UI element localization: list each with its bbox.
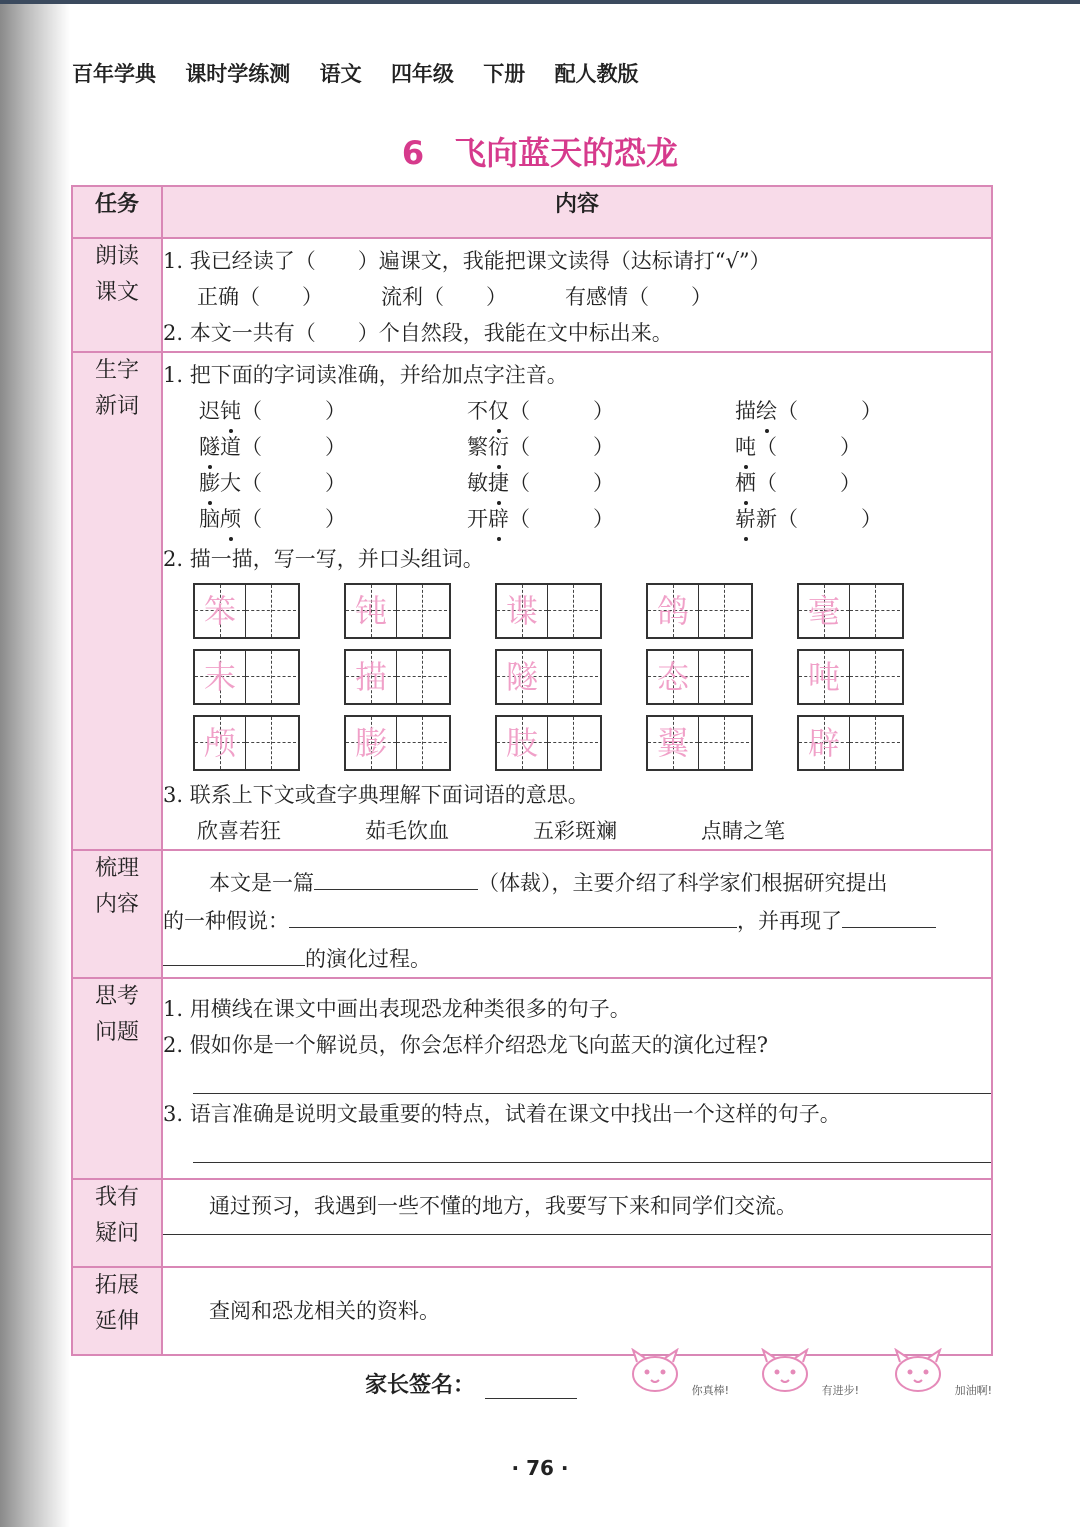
header-item: 课时学练测 <box>185 62 291 86</box>
header-task: 任务 <box>72 186 162 238</box>
dotted-char: 崭 <box>735 501 756 537</box>
write-cell[interactable] <box>849 585 900 637</box>
tracing-box[interactable] <box>193 583 300 639</box>
phrase: 欣喜若狂 <box>197 819 281 843</box>
row-sort <box>72 850 992 978</box>
task-label-line: 梳理 <box>94 856 139 881</box>
task-label-line: 我有 <box>94 1185 139 1210</box>
answer-line[interactable] <box>163 1224 991 1235</box>
tracing-box[interactable] <box>344 715 451 771</box>
write-cell[interactable] <box>698 717 749 769</box>
content-words <box>162 352 992 850</box>
phrase: 茹毛饮血 <box>365 819 449 843</box>
task-label-line: 朗读 <box>94 244 139 269</box>
answer-blank[interactable]: （ ） <box>509 507 614 531</box>
trace-char: 末 <box>203 658 236 696</box>
word-item <box>199 465 467 501</box>
tracing-box[interactable] <box>646 715 753 771</box>
header-item: 百年学典 <box>72 62 156 86</box>
write-cell[interactable] <box>849 717 900 769</box>
words-q3: 3. 联系上下文或查字典理解下面词语的意思。 <box>163 783 589 807</box>
think-q1: 1. 用横线在课文中画出表现恐龙种类很多的句子。 <box>163 997 631 1021</box>
word-item <box>199 393 467 429</box>
word-char: 开 <box>467 507 488 531</box>
hypothesis-blank[interactable] <box>289 901 737 928</box>
word-item <box>467 429 735 465</box>
dotted-char: 膨 <box>199 465 220 501</box>
trace-cell <box>346 585 396 637</box>
word-item <box>467 465 735 501</box>
sticker-progress <box>755 1348 859 1400</box>
sticker-label: 加油啊! <box>954 1384 992 1397</box>
lesson-name: 飞向蓝天的恐龙 <box>454 134 679 172</box>
task-label-read <box>72 238 162 352</box>
cat-icon <box>888 1348 948 1398</box>
answer-blank[interactable]: （ ） <box>509 471 614 495</box>
trace-cell <box>195 717 245 769</box>
answer-blank[interactable]: （ ） <box>509 399 614 423</box>
task-label-line: 内容 <box>94 892 139 917</box>
dotted-char: 隧 <box>199 429 220 465</box>
sort-text: （体裁），主要介绍了科学家们根据研究提出 <box>478 871 888 895</box>
write-cell[interactable] <box>245 651 296 703</box>
trace-char: 钝 <box>354 592 387 630</box>
word-char: 道 <box>220 435 241 459</box>
task-label-think <box>72 978 162 1179</box>
signature-label: 家长签名： <box>365 1373 476 1398</box>
write-cell[interactable] <box>547 717 598 769</box>
word-char: 脑 <box>199 507 220 531</box>
trace-char: 谍 <box>505 592 538 630</box>
word-char: 不 <box>467 399 488 423</box>
write-cell[interactable] <box>245 585 296 637</box>
content-sort <box>162 850 992 978</box>
trace-cell <box>799 651 849 703</box>
word-item <box>467 393 735 429</box>
row-extend <box>72 1267 992 1355</box>
write-cell[interactable] <box>396 651 447 703</box>
top-border <box>0 0 1080 4</box>
tracing-grid <box>163 577 991 777</box>
word-item <box>735 465 1003 501</box>
sort-line-1 <box>163 863 991 901</box>
write-cell[interactable] <box>547 585 598 637</box>
read-q2: 2. 本文一共有（ ）个自然段，我能在文中标出来。 <box>163 321 673 345</box>
trace-char: 辟 <box>807 724 840 762</box>
task-label-extend <box>72 1267 162 1355</box>
task-label-line: 思考 <box>94 984 139 1009</box>
write-cell[interactable] <box>849 651 900 703</box>
phrase-list <box>163 813 991 849</box>
table-header-row <box>72 186 992 238</box>
option-emotion[interactable]: 有感情（ ） <box>565 285 712 309</box>
dotted-char: 颅 <box>220 501 241 537</box>
dotted-char: 吨 <box>735 429 756 465</box>
trace-char: 翼 <box>656 724 689 762</box>
content-extend <box>162 1267 992 1355</box>
content-question <box>162 1179 992 1267</box>
header-item: 配人教版 <box>554 62 639 86</box>
cat-icon <box>625 1348 685 1398</box>
task-label-sort <box>72 850 162 978</box>
dotted-char: 辟 <box>488 501 509 537</box>
tracing-box[interactable] <box>344 649 451 705</box>
page-number: · 76 · <box>511 1456 569 1480</box>
write-cell[interactable] <box>698 585 749 637</box>
write-cell[interactable] <box>245 717 296 769</box>
write-cell[interactable] <box>396 585 447 637</box>
answer-blank[interactable]: （ ） <box>241 507 346 531</box>
word-char: 描 <box>735 399 756 423</box>
trace-cell <box>497 585 547 637</box>
answer-blank[interactable]: （ ） <box>777 399 882 423</box>
cat-icon <box>755 1348 815 1398</box>
sticker-great <box>625 1348 729 1400</box>
think-q3: 3. 语言准确是说明文最重要的特点，试着在课文中找出一个这样的句子。 <box>163 1102 841 1126</box>
header-content: 内容 <box>162 186 992 238</box>
dotted-char: 捷 <box>488 465 509 501</box>
task-label-question <box>72 1179 162 1267</box>
tracing-box[interactable] <box>495 583 602 639</box>
dotted-char: 仅 <box>488 393 509 429</box>
header-item: 四年级 <box>390 62 454 86</box>
tracing-box[interactable] <box>193 715 300 771</box>
row-think <box>72 978 992 1179</box>
sort-text: ，并再现了 <box>737 909 842 933</box>
extend-text: 查阅和恐龙相关的资料。 <box>209 1299 440 1323</box>
trace-char: 吨 <box>807 658 840 696</box>
answer-line[interactable] <box>193 1132 991 1163</box>
sticker-label: 你真棒! <box>691 1384 729 1397</box>
answer-blank[interactable]: （ ） <box>509 435 614 459</box>
word-item <box>467 501 735 537</box>
trace-cell <box>497 651 547 703</box>
answer-blank[interactable]: （ ） <box>241 399 346 423</box>
subject-blank-2[interactable] <box>163 939 305 966</box>
genre-blank[interactable] <box>314 863 478 890</box>
trace-cell <box>648 585 698 637</box>
trace-cell <box>346 651 396 703</box>
word-item <box>735 501 1003 537</box>
trace-char: 肢 <box>505 724 538 762</box>
tracing-box[interactable] <box>193 649 300 705</box>
trace-char: 态 <box>656 658 689 696</box>
tracing-box[interactable] <box>344 583 451 639</box>
trace-char: 隧 <box>505 658 538 696</box>
parent-signature <box>365 1368 577 1399</box>
row-read <box>72 238 992 352</box>
tracing-box[interactable] <box>495 715 602 771</box>
trace-cell <box>195 651 245 703</box>
phrase: 五彩斑斓 <box>533 819 617 843</box>
question-text: 通过预习，我遇到一些不懂的地方，我要写下来和同学们交流。 <box>209 1194 797 1218</box>
tracing-box[interactable] <box>495 649 602 705</box>
lesson-title <box>0 128 1080 174</box>
trace-cell <box>799 717 849 769</box>
task-label-line: 延伸 <box>94 1309 139 1334</box>
dotted-char: 衍 <box>488 429 509 465</box>
trace-cell <box>497 717 547 769</box>
write-cell[interactable] <box>698 651 749 703</box>
word-item <box>199 501 467 537</box>
word-item <box>735 429 1003 465</box>
sort-text: 的一种假说： <box>163 909 289 933</box>
dotted-char: 栖 <box>735 465 756 501</box>
row-question <box>72 1179 992 1267</box>
sort-text: 本文是一篇 <box>209 871 314 895</box>
pinyin-grid <box>163 393 991 537</box>
content-think <box>162 978 992 1179</box>
trace-cell <box>648 651 698 703</box>
sticker-cheer <box>888 1348 992 1400</box>
read-options <box>163 279 991 315</box>
tracing-box[interactable] <box>797 649 904 705</box>
trace-char: 膨 <box>354 724 387 762</box>
option-correct[interactable]: 正确（ ） <box>197 285 323 309</box>
task-table <box>71 185 993 1356</box>
header-item: 语文 <box>319 62 362 86</box>
dotted-char: 绘 <box>756 393 777 429</box>
word-item <box>199 429 467 465</box>
book-spine-shadow <box>0 0 70 1527</box>
sort-line-2 <box>163 901 991 939</box>
trace-char: 鸽 <box>656 592 689 630</box>
task-label-words <box>72 352 162 850</box>
sort-line-3 <box>163 939 991 977</box>
lesson-number: 6 <box>401 134 425 172</box>
trace-cell <box>346 717 396 769</box>
tracing-box[interactable] <box>646 583 753 639</box>
word-item <box>735 393 1003 429</box>
word-char: 繁 <box>467 435 488 459</box>
answer-blank[interactable]: （ ） <box>241 471 346 495</box>
signature-line[interactable] <box>485 1376 577 1399</box>
dotted-char: 钝 <box>220 393 241 429</box>
words-q2: 2. 描一描，写一写，并口头组词。 <box>163 547 484 571</box>
sticker-label: 有进步! <box>821 1384 859 1397</box>
task-label-line: 疑问 <box>94 1221 139 1246</box>
sort-text: 的演化过程。 <box>305 947 431 971</box>
tracing-box[interactable] <box>646 649 753 705</box>
trace-char: 毫 <box>807 592 840 630</box>
think-q2: 2. 假如你是一个解说员，你会怎样介绍恐龙飞向蓝天的演化过程? <box>163 1033 768 1057</box>
read-q1: 1. 我已经读了（ ）遍课文，我能把课文读得（达标请打“√”） <box>163 249 771 273</box>
answer-blank[interactable]: （ ） <box>241 435 346 459</box>
trace-cell <box>195 585 245 637</box>
write-cell[interactable] <box>396 717 447 769</box>
task-label-line: 新词 <box>94 394 139 419</box>
answer-blank[interactable]: （ ） <box>756 435 861 459</box>
option-fluent[interactable]: 流利（ ） <box>381 285 507 309</box>
trace-cell <box>648 717 698 769</box>
word-char: 迟 <box>199 399 220 423</box>
tracing-box[interactable] <box>797 583 904 639</box>
task-label-line: 问题 <box>94 1020 139 1045</box>
content-read <box>162 238 992 352</box>
answer-blank[interactable]: （ ） <box>756 471 861 495</box>
trace-cell <box>799 585 849 637</box>
phrase: 点睛之笔 <box>701 819 785 843</box>
trace-char: 笨 <box>203 592 236 630</box>
book-header <box>72 58 661 88</box>
row-words <box>72 352 992 850</box>
answer-line[interactable] <box>193 1063 991 1094</box>
word-char: 新 <box>756 507 777 531</box>
task-label-line: 课文 <box>94 280 139 305</box>
task-label-line: 生字 <box>94 358 139 383</box>
trace-char: 颅 <box>203 724 236 762</box>
word-char: 大 <box>220 471 241 495</box>
word-char: 敏 <box>467 471 488 495</box>
header-item: 下册 <box>483 62 526 86</box>
write-cell[interactable] <box>547 651 598 703</box>
task-label-line: 拓展 <box>94 1273 139 1298</box>
tracing-box[interactable] <box>797 715 904 771</box>
words-q1: 1. 把下面的字词读准确，并给加点字注音。 <box>163 363 568 387</box>
trace-char: 描 <box>354 658 387 696</box>
subject-blank[interactable] <box>842 901 936 928</box>
answer-blank[interactable]: （ ） <box>777 507 882 531</box>
